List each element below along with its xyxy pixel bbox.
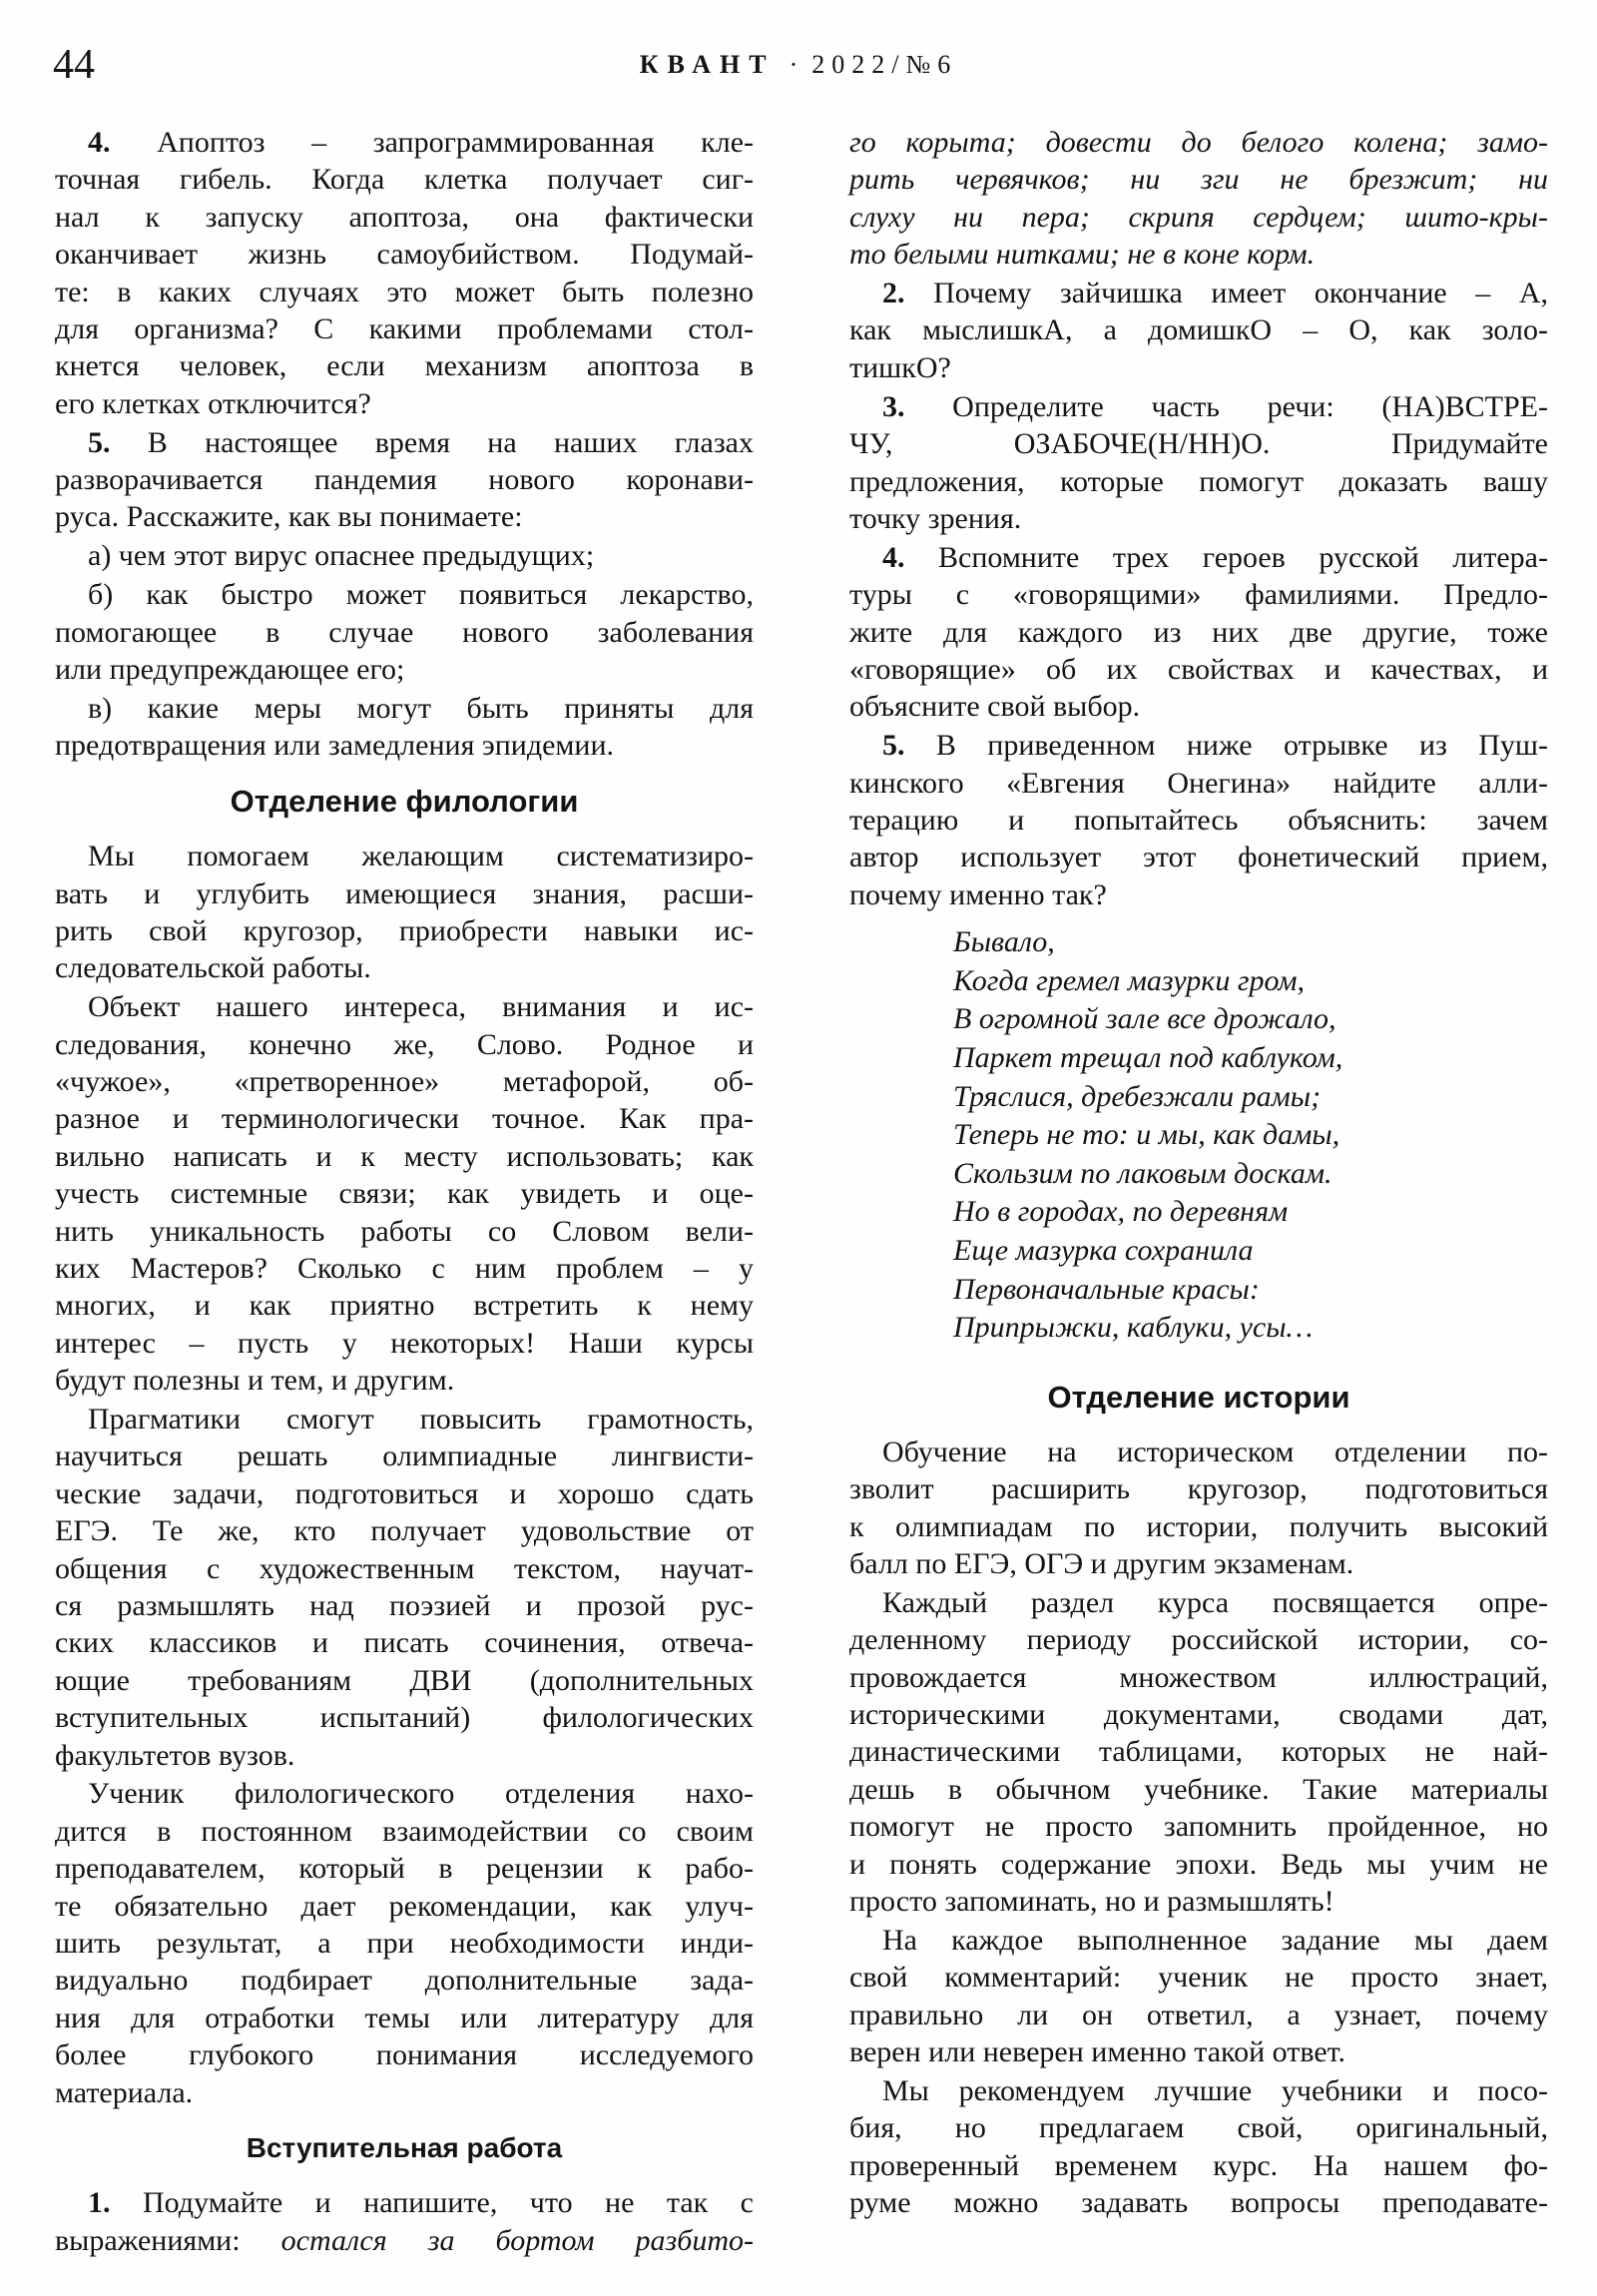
text-line <box>849 388 1548 425</box>
text-line: оканчивает жизнь самоубийством. Подумай- <box>55 238 754 272</box>
right-column <box>849 124 1548 2223</box>
text-line: На каждое выполненное задание мы даем <box>882 1923 1548 1957</box>
text-line: свой комментарий: ученик не просто знает, <box>849 1961 1548 1995</box>
text-line: деленному периоду российской истории, со- <box>849 1623 1548 1657</box>
text-run: Определите часть речи: (НА)ВСТРЕ- <box>904 389 1548 423</box>
text-line: бия, но предлагаем свой, оригинальный, <box>849 2111 1548 2145</box>
text-line: общения с художественным текстом, научат- <box>55 1551 754 1585</box>
paragraph <box>849 1584 1548 1921</box>
text-line: Каждый раздел курса посвящается опре- <box>882 1585 1548 1619</box>
item-number: 2. <box>882 277 905 310</box>
text-line <box>849 275 1548 311</box>
text-line <box>55 424 754 461</box>
text-line: ния для отработки темы или литературу для <box>55 2001 754 2034</box>
text-line: руса. Расскажите, как вы понимаете: <box>55 500 523 534</box>
text-line: для организма? С какими проблемами стол- <box>55 311 754 345</box>
paragraph <box>849 1922 1548 2071</box>
text-line: а) чем этот вирус опаснее предыдущих; <box>88 539 595 573</box>
text-line: рить свой кругозор, приобрести навыки ис- <box>55 913 754 947</box>
poem-excerpt <box>849 923 1548 1348</box>
text-line: ЕГЭ. Те же, кто получает удовольствие от <box>55 1514 754 1548</box>
text-line: правильно ли он ответил, а узнает, почему <box>849 1998 1548 2031</box>
text-line: терацию и попытайтесь объяснить: зачем <box>849 804 1548 838</box>
text-line <box>849 727 1548 764</box>
text-line: б) как быстро может появиться лекарство, <box>88 578 754 612</box>
text-line: следовательской работы. <box>55 951 371 985</box>
poem-line: Когда гремел мазурки гром, <box>953 963 1306 997</box>
text-line: слуху ни пера; скрипя сердцем; шито-кры- <box>849 200 1548 234</box>
text-line: то белыми нитками; не в коне корм. <box>849 238 1316 272</box>
header-separator: · <box>789 50 798 79</box>
text-line: будут полезны и тем, и другим. <box>55 1364 455 1398</box>
text-line: помогут не просто запомнить пройденное, но <box>849 1810 1548 1844</box>
text-line: к олимпиадам по истории, получить высокий <box>849 1509 1548 1543</box>
text-line: го корыта; довести до белого колена; замо- <box>849 126 1548 159</box>
paragraph <box>55 988 754 1399</box>
text-line: многих, и как приятно встретить к нему <box>55 1289 754 1323</box>
magazine-title: КВАНТ <box>639 50 776 79</box>
text-line: проверенный временем курс. На нашем фо- <box>849 2148 1548 2182</box>
poem-line: Еще мазурка сохранила <box>953 1233 1254 1267</box>
text-line: Мы рекомендуем лучшие учебники и посо- <box>882 2073 1548 2107</box>
text-line: балл по ЕГЭ, ОГЭ и другим экзаменам. <box>849 1546 1354 1580</box>
poem-line: Скользим по лаковым доскам. <box>953 1156 1332 1190</box>
text-line <box>55 2184 754 2221</box>
text-line: ЧУ, ОЗАБОЧЕ(Н/НН)О. Придумайте <box>849 427 1548 461</box>
item-number: 4. <box>88 126 111 159</box>
text-line: те: в каких случаях это может быть полезно <box>55 275 754 308</box>
text-line: рить червячков; ни зги не брезжит; ни <box>849 163 1548 197</box>
text-line: дится в постоянном взаимодействии со своим <box>55 1814 754 1848</box>
text-line: династическими таблицами, которых не най- <box>849 1735 1548 1769</box>
text-line: ских классиков и писать сочинения, отвеча- <box>55 1626 754 1660</box>
text-line: вильно написать и к месту использовать; как <box>55 1139 754 1173</box>
text-run: В настоящее время на наших глазах <box>110 425 754 459</box>
text-line: ческие задачи, подготовиться и хорошо сдать <box>55 1476 754 1510</box>
paragraph <box>55 537 754 574</box>
text-line: или предупреждающее его; <box>55 652 405 686</box>
poem-line: Паркет трещал под каблуком, <box>953 1040 1343 1074</box>
text-line: туры с «говорящими» фамилиями. Предло- <box>849 578 1548 612</box>
paragraph <box>849 1434 1548 1583</box>
text-line: объясните свой выбор. <box>849 690 1141 724</box>
paragraph <box>849 539 1548 726</box>
text-line: преподавателем, который в рецензии к рабо- <box>55 1852 754 1886</box>
text-line: предложения, которые помогут доказать вашу <box>849 464 1548 498</box>
page-number: 44 <box>53 42 95 88</box>
text-line: тишкО? <box>849 350 951 384</box>
left-column <box>55 124 754 2261</box>
issue-number: 2022/№6 <box>811 50 958 79</box>
paragraph <box>55 690 754 765</box>
paragraph <box>849 2072 1548 2222</box>
section-heading: Отделение истории <box>1047 1379 1350 1415</box>
text-line: кнется человек, если механизм апоптоза в <box>55 349 754 383</box>
text-line: Объект нашего интереса, внимания и ис- <box>88 990 754 1024</box>
poem-line: Припрыжки, каблуки, усы… <box>953 1311 1314 1345</box>
text-run: Почему зайчишка имеет окончание – А, <box>904 277 1548 310</box>
text-line: жите для каждого из них две другие, тоже <box>849 615 1548 649</box>
text-line: Прагматики смогут повысить грамотность, <box>88 1403 754 1435</box>
text-line: Мы помогаем желающим систематизиро- <box>88 840 754 873</box>
text-line: предотвращения или замедления эпидемии. <box>55 729 615 763</box>
text-line: руме можно задавать вопросы преподавате- <box>849 2186 1548 2220</box>
text-line: Ученик филологического отделения нахо- <box>88 1777 754 1811</box>
item-number: 3. <box>882 389 905 423</box>
text-line: верен или неверен именно такой ответ. <box>849 2034 1346 2068</box>
text-line: дешь в обычном учебнике. Такие материалы <box>849 1772 1548 1806</box>
paragraph <box>55 2184 754 2259</box>
poem-line: Теперь не то: и мы, как дамы, <box>953 1118 1340 1152</box>
text-line: ся размышлять над поэзией и прозой рус- <box>55 1588 754 1622</box>
section-heading: Отделение филологии <box>230 784 579 820</box>
text-line: научиться решать олимпиадные лингвисти- <box>55 1439 754 1473</box>
text-line: вать и углубить имеющиеся знания, расши- <box>55 876 754 910</box>
paragraph <box>55 424 754 536</box>
text-line: точку зрения. <box>849 501 1022 535</box>
italic-run: остался за бортом разбито- <box>280 2223 754 2257</box>
paragraph <box>849 727 1548 913</box>
poem-line: Но в городах, по деревням <box>953 1195 1289 1229</box>
text-line: зволит расширить кругозор, подготовиться <box>849 1472 1548 1506</box>
paragraph <box>55 1401 754 1774</box>
text-line: интерес – пусть у некоторых! Наши курсы <box>55 1326 754 1360</box>
text-line: разворачивается пандемия нового коронави- <box>55 463 754 497</box>
section-heading: Вступительная работа <box>246 2132 563 2164</box>
item-number: 5. <box>88 425 111 459</box>
text-line: помогающее в случае нового заболевания <box>55 615 754 649</box>
paragraph <box>849 124 1548 274</box>
item-number: 1. <box>88 2186 111 2220</box>
paragraph <box>55 1775 754 2111</box>
text-run: Вспомните трех героев русской литера- <box>904 540 1548 574</box>
text-line: учесть системные связи; как увидеть и оце- <box>55 1177 754 1211</box>
text-line: просто запоминать, но и размышлять! <box>849 1884 1334 1918</box>
text-line: факультетов вузов. <box>55 1738 295 1772</box>
text-line: Обучение на историческом отделении по- <box>882 1435 1548 1468</box>
paragraph <box>55 124 754 422</box>
text-line: в) какие меры могут быть приняты для <box>88 691 754 725</box>
poem-line: В огромной зале все дрожало, <box>953 1002 1336 1036</box>
text-line: как мыслишкА, а домишкО – О, как золо- <box>849 313 1548 347</box>
text-line: вступительных испытаний) филологических <box>55 1701 754 1735</box>
running-header <box>0 48 1597 82</box>
text-line: ких Мастеров? Сколько с ним проблем – у <box>55 1251 754 1285</box>
text-line <box>849 539 1548 576</box>
text-line: и понять содержание эпохи. Ведь мы учим не <box>849 1847 1548 1881</box>
text-line: следования, конечно же, Слово. Родное и <box>55 1027 754 1061</box>
text-line: разное и терминологически точное. Как пра- <box>55 1102 754 1136</box>
paragraph <box>55 838 754 987</box>
text-line: те обязательно дает рекомендации, как улуч- <box>55 1889 754 1923</box>
paragraph <box>55 576 754 688</box>
text-line: «говорящие» об их свойствах и качествах, и <box>849 652 1548 686</box>
poem-line: Тряслися, дребезжали рамы; <box>953 1079 1322 1113</box>
item-number: 4. <box>882 540 905 574</box>
text-line: точная гибель. Когда клетка получает сиг- <box>55 163 754 197</box>
item-number: 5. <box>882 729 905 763</box>
text-line: провождается множеством иллюстраций, <box>849 1660 1548 1694</box>
paragraph <box>849 275 1548 386</box>
text-line: «чужое», «претворенное» метафорой, об- <box>55 1064 754 1098</box>
text-line: материала. <box>55 2075 194 2109</box>
text-line: почему именно так? <box>849 877 1107 911</box>
paragraph <box>849 388 1548 538</box>
text-line <box>55 124 754 161</box>
poem-line: Бывало, <box>953 925 1055 959</box>
text-line: нал к запуску апоптоза, она фактически <box>55 200 754 234</box>
text-line: ющие требованиям ДВИ (дополнительных <box>55 1663 754 1697</box>
text-run: Апоптоз – запрограммированная кле- <box>110 126 754 159</box>
text-line: видуально подбирает дополнительные зада- <box>55 1964 754 1998</box>
text-line: автор использует этот фонетический прием, <box>849 841 1548 874</box>
text-run: выражениями: <box>55 2223 281 2257</box>
poem-line: Первоначальные красы: <box>953 1272 1260 1306</box>
text-line <box>55 2222 754 2259</box>
text-run: Подумайте и напишите, что не так с <box>110 2186 754 2220</box>
text-line: историческими документами, сводами дат, <box>849 1697 1548 1731</box>
text-line: его клетках отключится? <box>55 386 371 420</box>
text-line: кинского «Евгения Онегина» найдите алли- <box>849 766 1548 800</box>
text-run: В приведенном ниже отрывке из Пуш- <box>904 729 1548 763</box>
text-line: шить результат, а при необходимости инди- <box>55 1926 754 1960</box>
text-line: нить уникальность работы со Словом вели- <box>55 1214 754 1248</box>
text-line: более глубокого понимания исследуемого <box>55 2038 754 2072</box>
